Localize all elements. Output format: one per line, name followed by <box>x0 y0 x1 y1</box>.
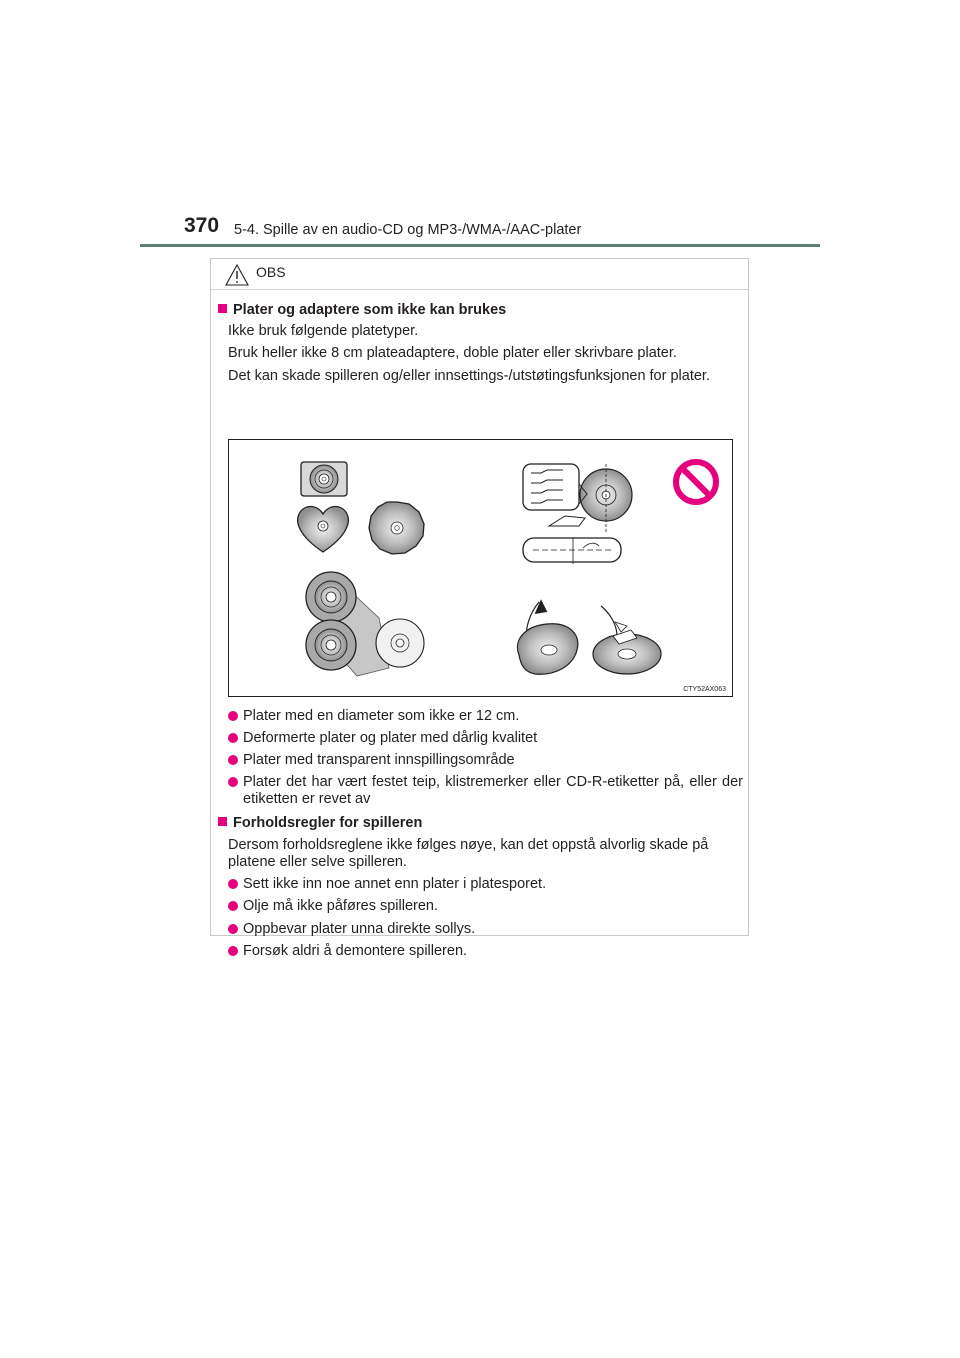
paragraph-no-adapters: Bruk heller ikke 8 cm plateadaptere, doble plater eller skrivbare plater. <box>228 345 677 361</box>
warning-triangle-icon <box>225 264 249 286</box>
page-number: 370 <box>184 214 220 237</box>
paragraph-no-disc-types: Ikke bruk følgende platetyper. <box>228 323 419 339</box>
bullet-dot <box>228 924 238 934</box>
list-item: Olje må ikke påføres spilleren. <box>228 898 743 915</box>
list-item: Oppbevar plater unna direkte sollys. <box>228 921 743 938</box>
figure-code: CTY52AX063 <box>683 686 726 693</box>
heading-square-marker <box>218 304 227 313</box>
prohibition-icon <box>676 462 716 502</box>
list-item: Plater med en diameter som ikke er 12 cm. <box>228 708 743 725</box>
deformed-disc-icon <box>517 600 577 674</box>
discs-illustration-svg <box>229 440 732 696</box>
bullet-dot <box>228 946 238 956</box>
notice-header <box>211 259 748 290</box>
list-item: Forsøk aldri å demontere spilleren. <box>228 943 743 960</box>
paragraph-damage-warning: Det kan skade spilleren og/eller innsettings-/utstøtingsfunksjonen for plater. <box>228 368 710 384</box>
notice-box <box>210 258 749 959</box>
paragraph-precautions: Dersom forholdsreglene ikke følges nøye, kan det oppstå alvorlig skade på platene eller selve spilleren. <box>228 837 709 870</box>
section-heading-unusable-discs: Plater og adaptere som ikke kan brukes <box>218 302 506 318</box>
bullet-dot <box>228 777 238 787</box>
taped-disc-icon <box>593 606 661 674</box>
list-item: Plater med transparent innspillingsområde <box>228 752 743 769</box>
bullet-dot <box>228 901 238 911</box>
heart-disc-icon <box>298 507 349 553</box>
list-item: Plater det har vært festet teip, klistremerker eller CD-R-etiketter på, eller der etiketten er revet av <box>228 774 743 808</box>
heading-square-marker <box>218 817 227 826</box>
adapter-8cm-discs-icon <box>306 572 424 676</box>
square-disc-icon <box>301 462 347 496</box>
bullet-dot <box>228 879 238 889</box>
list-item: Deformerte plater og plater med dårlig kvalitet <box>228 730 743 747</box>
polygon-disc-icon <box>369 502 424 554</box>
list-item: Sett ikke inn noe annet enn plater i platesporet. <box>228 876 743 893</box>
double-disc-cross-section-icon <box>523 464 632 564</box>
bullet-dot <box>228 711 238 721</box>
section-heading-player-precautions: Forholdsregler for spilleren <box>218 815 422 831</box>
bullet-dot <box>228 755 238 765</box>
notice-label: OBS <box>256 264 286 280</box>
bullet-dot <box>228 733 238 743</box>
section-title: 5-4. Spille av en audio-CD og MP3-/WMA-/AAC-plater <box>234 222 582 238</box>
header-rule <box>140 244 820 247</box>
unusable-discs-illustration <box>228 439 733 697</box>
